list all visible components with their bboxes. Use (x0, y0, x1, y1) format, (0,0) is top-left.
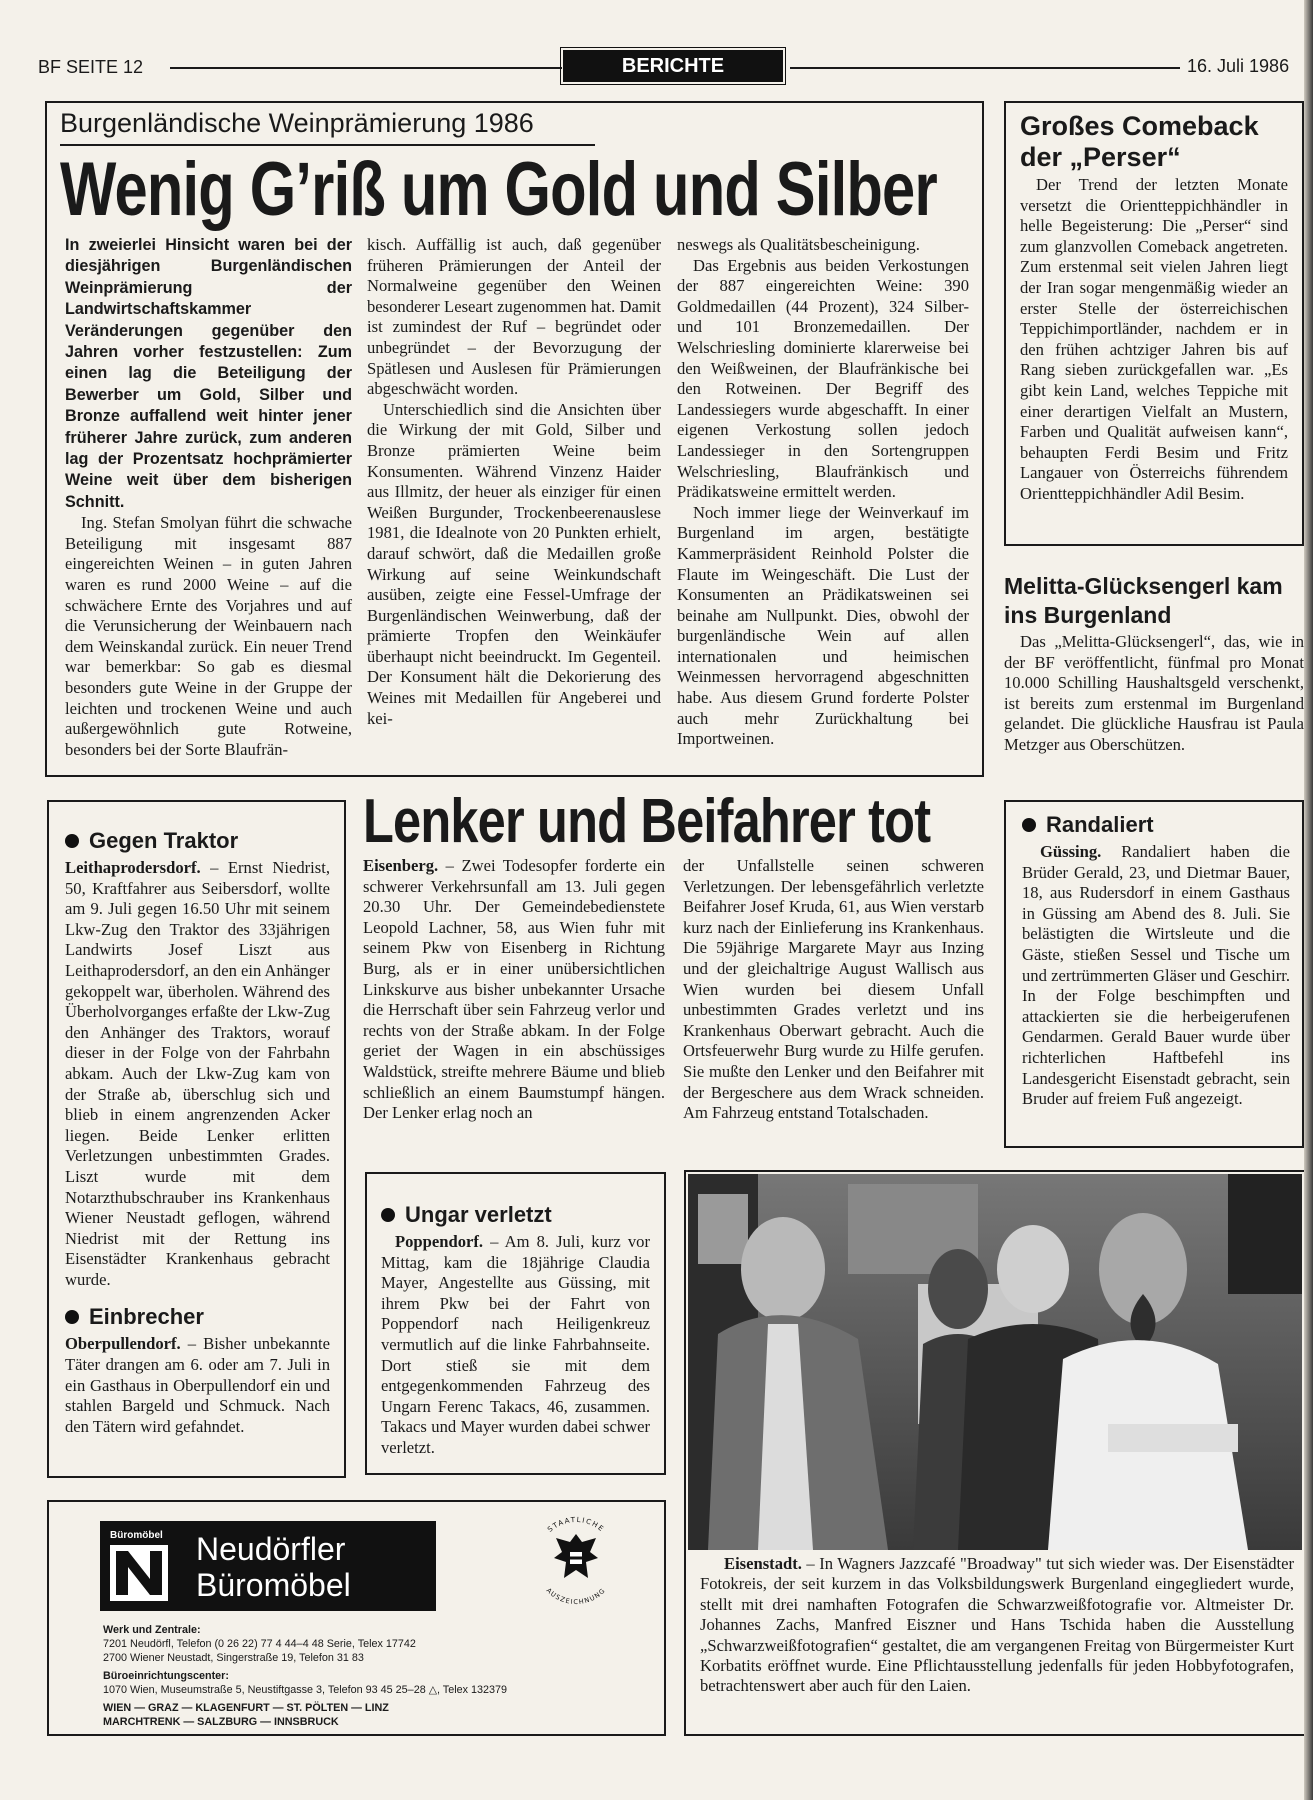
ad-company-line1: Neudörfler (196, 1531, 346, 1567)
ad-company-line2: Büromöbel (196, 1567, 351, 1603)
ungar-place: Poppendorf. (395, 1232, 484, 1251)
ad-logo-small: Büromöbel (110, 1530, 163, 1541)
ungar-text (381, 1232, 650, 1459)
photo-illustration (688, 1174, 1302, 1550)
ad-logo-n-icon (110, 1545, 168, 1601)
lenker-col-1 (363, 856, 665, 1124)
randaliert-body: Randaliert haben die Brüder Gerald, 23, und Dietmar Bauer, 18, aus Rudersdorf in einem Gasthaus in Güssing am Abend des 8. Juli. Sie belästigten die Wirtsleute und die Gäste, stießen Sessel und Tische um und zertrümmerten Gläser und Geschirr. In der Folge beschimpften und attackierten sie die herbeigerufenen Gendarmen. Gerald Bauer wurde über richterlichen Haftbefehl ins Landesgericht Eisenstadt gebracht, sein Bruder auf freiem Fuß angezeigt. (1022, 842, 1290, 1109)
bullet-icon (65, 1310, 79, 1324)
kicker: Burgenländische Weinprämierung 1986 (60, 108, 534, 138)
wine-col3-text-a: neswegs als Qualitätsbescheinigung. (677, 235, 920, 254)
traktor-text (65, 858, 330, 1290)
header-rule-right (790, 67, 1180, 69)
einbrecher-place: Oberpullendorf. (65, 1334, 181, 1354)
bullet-icon (65, 834, 79, 848)
photo-caption-text (700, 1554, 1294, 1697)
lenker-col-2 (683, 856, 984, 1124)
lenker-text-a (363, 856, 665, 1124)
ad-seal (528, 1512, 624, 1608)
traktor-box (47, 800, 346, 1478)
header-rule-left (170, 67, 562, 69)
headline: Wenig G’riß um Gold und Silber (60, 147, 937, 232)
melitta-article (1004, 572, 1304, 756)
perser-box (1004, 101, 1304, 546)
traktor-body: – Ernst Niedrist, 50, Kraftfahrer aus Seibersdorf, wollte am 9. Juli gegen 16.50 Uhr mit seinem Lkw-Zug den Traktor des 33jährigen Landwirts Josef Liszt aus Leithaprodersdorf, an den ein Anhänger gekoppelt war, überholen. Während des Überholvorganges erfaßte der Lkw-Zug den Anhänger des Traktors, worauf dieser in der Folge von der Fahrbahn abkam. Auch der Lkw-Zug kam von der Straße ab, überschlug sich und blieb in einem angrenzenden Acker liegen. Beide Lenker erlitten Verletzungen unbestimmten Grades. Liszt wurde mit dem Notarzthubschrauber ins Krankenhaus Wiener Neustadt geflogen, während Niedrist mit der Rettung ins Eisenstädter Krankenhaus gebracht wurde. (65, 858, 330, 1289)
traktor-place: Leithaprodersdorf. (65, 858, 201, 877)
ungar-heading (381, 1202, 650, 1228)
wine-col1-text: Ing. Stefan Smolyan führt die schwache Beteiligung mit insgesamt 887 eingereichten Weinen – in guten Jahren waren es rund 2000 Weine – auf die schwächere Ernte des Vorjahres und auf die Verunsicherung der Weinbauern nach dem Weinskandal zurück. Ein neuer Trend war bemerkbar: So gab es diesmal besonders gute Weine in der Gruppe der leichten und trockenen Weine und auch außergewöhnlich gute Rotweine, besonders bei der Sorte Blaufrän- (65, 513, 352, 759)
perser-title: Großes Comeback der „Perser“ (1020, 111, 1259, 172)
wine-col-2 (367, 235, 661, 729)
ad-werk-line1: 7201 Neudörfl, Telefon (0 26 22) 77 4 44–4 48 Serie, Telex 17742 (103, 1638, 416, 1650)
photo-place: Eisenstadt. (724, 1554, 802, 1573)
ad-logo-block (100, 1521, 436, 1611)
einbrecher-body: – Bisher unbekannte Täter drangen am 6. oder am 7. Juli in ein Gasthaus in Oberpullendorf ein und stahlen Bargeld und Schmuck. Nach den Tätern wird gefahndet. (65, 1334, 330, 1436)
lenker-place: Eisenberg. (363, 856, 439, 875)
randaliert-heading (1022, 812, 1290, 838)
einbrecher-text (65, 1334, 330, 1437)
svg-text:STAATLICHE (546, 1516, 606, 1534)
austrian-eagle-seal-icon (528, 1512, 624, 1608)
ungar-title: Ungar verletzt (405, 1202, 552, 1227)
n-mark-icon (110, 1545, 168, 1601)
wine-col3-text-b: Das Ergebnis aus beiden Verkostungen der 887 eingereichten Weine: 390 Goldmedaillen (44 Prozent), 324 Silber- und 101 Bronzemedaillen. Der Welschriesling dominierte klarerweise bei den Weißweinen, der Blaufränkische bei den Rotweinen. Der Begriff des Landessiegers wurde abgeschafft. In einer eigenen Verkostung sollen jedoch Landessieger in den Sortengruppen Welschriesling, Blaufränkisch und Prädikatsweine ermittelt werden. (677, 255, 969, 502)
randaliert-text (1022, 842, 1290, 1110)
melitta-text: Das „Melitta-Glücksengerl“, das, wie in der BF veröffentlicht, fünfmal pro Monat 10.000 Schilling Haushaltsgeld verschenkt, ist bereits zum erstenmal im Burgenland gelandet. Die glückliche Hausfrau ist Paula Metzger aus Oberschützen. (1004, 632, 1304, 754)
ad-bz-line1: 1070 Wien, Museumstraße 5, Neustiftgasse 3, Telefon 93 45 25–28 △, Telex 132379 (103, 1684, 508, 1696)
ad-bz-label: Büroeinrichtungscenter: (103, 1670, 229, 1682)
wine-col-3 (677, 235, 969, 750)
randaliert-title: Randaliert (1046, 812, 1154, 837)
section-label: BERICHTE (563, 50, 783, 82)
kicker-rule (60, 144, 595, 146)
melitta-title: Melitta-Glücksengerl kam ins Burgenland (1004, 573, 1283, 628)
ungar-box (365, 1172, 666, 1475)
lead-paragraph: In zweierlei Hinsicht waren bei der diesjährigen Burgenländischen Weinprämierung der Landwirtschaftskammer Veränderungen gegenüber den Jahren vorher festzustellen: Zum einen lag die Beteiligung der Bewerber um Gold, Silber und Bronze auffallend weit hinter jener früherer Jahre zurück, zum anderen lag der Prozentsatz hochprämierter Weine weit über dem bisherigen Schnitt. (65, 236, 352, 511)
lenker-col1-body: – Zwei Todesopfer forderte ein schwerer Verkehrsunfall am 13. Juli gegen 20.30 Uhr. Der Gemeindebedienstete Leopold Lachner, 58, aus Wien fuhr mit seinem Pkw von Eisenberg in Richtung Burg, als er in einer unübersichtlichen Linkskurve aus bisher unbekannter Ursache die Herrschaft über sein Fahrzeug verlor und rechts von der Straße abkam. In der Folge geriet der Wagen in ein abschüssiges Waldstück, streifte mehrere Bäume und blieb schließlich an einem Baumstumpf hängen. Der Lenker erlag noch an (363, 856, 665, 1123)
lenker-headline: Lenker und Beifahrer tot (363, 787, 931, 856)
bullet-icon (381, 1208, 395, 1222)
einbrecher-title: Einbrecher (89, 1304, 204, 1330)
ad-werk-line2: 2700 Wiener Neustadt, Singerstraße 19, Telefon 31 83 (103, 1652, 364, 1664)
seal-top-text: STAATLICHE (546, 1515, 606, 1534)
wine-col3-text-c: Noch immer liege der Weinverkauf im Burgenland im argen, bestätigte Kammerpräsident Reinhold Polster die Flaute im Weingeschäft. Die Lust der Konsumenten an Prädikatsweinen sei beinahe am Nullpunkt. Dies, obwohl der burgenländische Wein auf allen internationalen und heimischen Weinmessen hervorragend abgeschnitten habe. Aus diesem Grund forderte Polster auch mehr Zurückhaltung bei Importweinen. (677, 502, 969, 749)
bullet-icon (1022, 818, 1036, 832)
scan-edge (1304, 0, 1313, 1800)
jazzcafe-photo (688, 1174, 1302, 1550)
traktor-heading (65, 828, 330, 854)
wine-col-1 (65, 235, 352, 760)
svg-text:AUSZEICHNUNG (545, 1586, 608, 1606)
photo-caption (700, 1554, 1294, 1697)
einbrecher-heading (65, 1304, 330, 1330)
photo-caption-body: – In Wagners Jazzcafé "Broadway" tut sich wieder was. Der Eisenstädter Fotokreis, der seit kurzem in das Volksbildungswerk Burgenland eingegliedert wurde, stellt mit drei namhaften Fotografen die Schwarzweißfotografie vor. Altmeister Dr. Johannes Zachs, Manfred Eiszner und Hans Tschida haben die Ausstellung „Schwarzweißfotografien“ gestaltet, die am vergangenen Freitag von Bürgermeister Kurt Korbatits eröffnet wurde. Eine Pflichtausstellung jedenfalls für jeden Hobbyfotografen, betrachtenswert aber auch für den Laien. (700, 1554, 1294, 1696)
ad-address-block (103, 1623, 643, 1729)
ad-werk-label: Werk und Zentrale: (103, 1624, 201, 1636)
ad-cities-1: WIEN — GRAZ — KLAGENFURT — ST. PÖLTEN — LINZ (103, 1702, 389, 1714)
randaliert-place: Güssing. (1040, 842, 1102, 861)
wine-col2-text-a: kisch. Auffällig ist auch, daß gegenüber früheren Prämierungen der Anteil der Normalweine gegenüber den Weinen besonderer Leseart zugenommen hat. Damit ist zumindest der Ruf – begründet oder unbegründet – der Bevorzugung der Spätlesen und Auslesen für Prämierungen abgeschwächt worden. (367, 235, 661, 399)
traktor-title: Gegen Traktor (89, 828, 239, 853)
seal-bottom-text: AUSZEICHNUNG (544, 1586, 608, 1607)
page-label: BF SEITE 12 (38, 57, 144, 77)
page-date: 16. Juli 1986 (1187, 56, 1290, 76)
lenker-text-b: der Unfallstelle seinen schweren Verletzungen. Der lebensgefährlich verletzte Beifahrer Josef Kruda, 61, aus Wien verstarb kurz nach der Einlieferung ins Krankenhaus. Die 59jährige Margarete Mayr aus Inzing und der gleichaltrige August Wallisch aus Wien wurden bei diesem Unfall unbestimmten Grades verletzt und ins Krankenhaus Oberwart gebracht. Auch die Ortsfeuerwehr Burg wurde zu Hilfe gerufen. Sie mußte den Lenker und den Beifahrer mit der Bergeschere aus dem Wrack schneiden. Am Fahrzeug entstand Totalschaden. (683, 856, 984, 1123)
wine-col2-text-b: Unterschiedlich sind die Ansichten über die Wirkung der mit Gold, Silber und Bronze prämierten Weine beim Konsumenten. Während Vinzenz Haider aus Illmitz, der heuer als einziger für einen Weißen Burgunder, Trockenbeerenauslese 1981, die Idealnote von 20 Punkten erhielt, darauf schwört, daß die Medaillen große Wirkung auf seine Weinkundschaft ausüben, zeigte eine Fessel-Umfrage der Burgenländischen Weinwerbung, daß der prämierte Tropfen den Weinkäufer überhaupt nicht beeindruckt. Im Gegenteil. Der Konsument hält die Dekorierung des Weines mit Medaillen für Angeberei und kei- (367, 399, 661, 728)
randaliert-box (1004, 800, 1304, 1148)
ungar-body: – Am 8. Juli, kurz vor Mittag, kam die 18jährige Claudia Mayer, Angestellte aus Güssing, mit ihrem Pkw bei der Fahrt von Poppendorf nach Heiligenkreuz vermutlich auf die linke Fahrbahnseite. Dort stieß sie mit dem entgegenkommenden Fahrzeug des Ungarn Ferenc Takacs, 46, zusammen. Takacs und Mayer wurden dabei schwer verletzt. (381, 1232, 650, 1457)
ad-cities-2: MARCHTRENK — SALZBURG — INNSBRUCK (103, 1716, 339, 1728)
perser-text: Der Trend der letzten Monate versetzt die Orientteppichhändler in helle Begeisterung: Die „Perser“ sind zum glanzvollen Comeback angetreten. Zum erstenmal seit vielen Jahren liegt der Iran sogar mengenmäßig wieder an erster Stelle der österreichischen Teppichimportländer, nachdem er in den frühen achtziger Jahren bis auf Rang sieben zurückgefallen war. „Es gibt kein Land, welches Teppiche mit einer derartigen Vielfalt an Mustern, Farben und Qualität aufweisen kann“, behaupten Ferdi Besim und Fritz Langauer von Österreichs führendem Orientteppichhändler Adil Besim. (1020, 175, 1288, 503)
